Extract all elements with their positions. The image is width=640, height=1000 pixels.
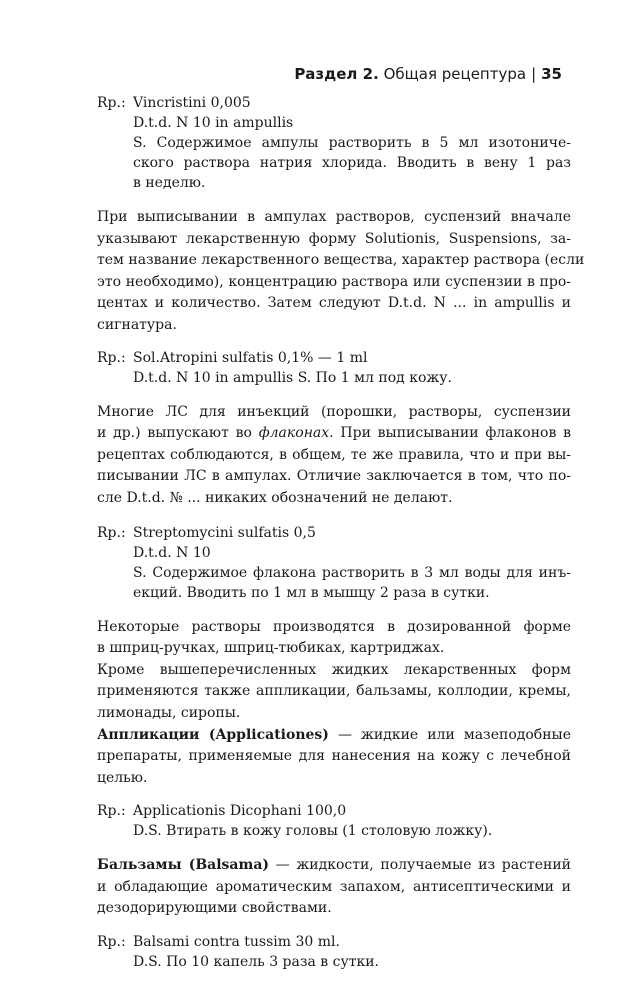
rp-label: Rp.: bbox=[97, 349, 126, 366]
rx-line: Sol.Atropini sulfatis 0,1% — 1 ml bbox=[133, 349, 368, 366]
definition-term: Аппликации (Applicationes) bbox=[97, 726, 329, 743]
text-line: центах и количество. Затем следуют D.t.d. N ... in ampullis и bbox=[97, 295, 571, 312]
text-line: писывании ЛС в ампулах. Отличие заключается в том, что по- bbox=[97, 468, 571, 485]
definition-term: Бальзамы (Balsama) bbox=[97, 857, 270, 874]
rp-label: Rp.: bbox=[97, 934, 126, 951]
text-line: сле D.t.d. № ... никаких обозначений не делают. bbox=[97, 489, 453, 506]
text-line: в шприц-ручках, шприц-тюбиках, картриджах. bbox=[97, 640, 445, 657]
text-line bbox=[97, 423, 571, 445]
prescription-atropine bbox=[97, 348, 571, 388]
text-line: указывают лекарственную форму Solutionis, Suspensions, за- bbox=[97, 230, 571, 247]
rx-signature-line: екций. Вводить по 1 мл в мышцу 2 раза в сутки. bbox=[133, 584, 490, 601]
rx-line: D.t.d. N 10 in ampullis bbox=[133, 115, 294, 131]
text-line: рецептах соблюдаются, в общем, те же правила, что и при вы- bbox=[97, 446, 571, 463]
text-line: сигнатура. bbox=[97, 316, 177, 333]
rx-signature-line: S. Содержимое флакона растворить в 3 мл воды для инъ- bbox=[133, 564, 571, 581]
text-line: и обладающие ароматическим запахом, антисептическими и bbox=[97, 878, 571, 895]
rp-label: Rp.: bbox=[97, 524, 126, 541]
text-fragment: и др.) выпускают во bbox=[97, 425, 259, 442]
text-line: Кроме вышеперечисленных жидких лекарственных форм bbox=[97, 661, 571, 678]
text-line: Многие ЛС для инъекций (порошки, растворы, суспензии bbox=[97, 403, 571, 420]
prescription-balsam bbox=[97, 932, 571, 972]
prescription-vincristine bbox=[97, 93, 571, 193]
text-line: тем название лекарственного вещества, характер раствора (если bbox=[97, 252, 585, 269]
page-number: 35 bbox=[541, 65, 562, 83]
text-line: Некоторые растворы производятся в дозированной форме bbox=[97, 618, 571, 635]
paragraph-vials bbox=[97, 402, 571, 510]
text-line: дезодорирующими свойствами. bbox=[97, 900, 332, 917]
rx-line: Vincristini 0,005 bbox=[133, 95, 251, 111]
text-line: лимонады, сиропы. bbox=[97, 704, 241, 721]
rp-label: Rp.: bbox=[97, 95, 126, 111]
text-fragment: — жидкости, получаемые из растений bbox=[269, 857, 571, 874]
text-line bbox=[97, 855, 571, 877]
text-line: применяются также аппликации, бальзамы, коллодии, кремы, bbox=[97, 683, 571, 700]
prescription-streptomycin bbox=[97, 523, 571, 603]
section-title: Общая рецептура bbox=[383, 65, 527, 83]
text-line: При выписывании в ампулах растворов, суспензий вначале bbox=[97, 209, 571, 225]
rx-line: D.t.d. N 10 in ampullis S. По 1 мл под кожу. bbox=[133, 369, 452, 386]
paragraph-syringes bbox=[97, 617, 571, 660]
text-line: целью. bbox=[97, 769, 148, 786]
text-fragment: — жидкие или мазеподобные bbox=[328, 726, 571, 743]
rp-label: Rp.: bbox=[97, 803, 126, 820]
prescription-dicophan bbox=[97, 801, 571, 841]
paragraph-balsams bbox=[97, 855, 571, 920]
rx-line: Applicationis Dicophani 100,0 bbox=[133, 803, 347, 820]
header-separator: | bbox=[531, 65, 537, 83]
rx-line: Balsami contra tussim 30 ml. bbox=[133, 934, 340, 951]
page-body bbox=[97, 93, 585, 972]
running-header bbox=[294, 64, 562, 84]
paragraph-ampoules bbox=[97, 207, 585, 337]
rx-line: D.S. По 10 капель 3 раза в сутки. bbox=[133, 954, 379, 971]
emphasis-term: флаконах bbox=[258, 425, 330, 442]
rx-line: D.t.d. N 10 bbox=[133, 544, 211, 561]
rx-line: D.S. Втирать в кожу головы (1 столовую ложку). bbox=[133, 823, 493, 840]
rx-signature-line: ского раствора натрия хлорида. Вводить в вену 1 раз bbox=[133, 155, 571, 171]
paragraph-applications bbox=[97, 725, 571, 790]
text-line bbox=[97, 725, 571, 747]
text-line: это необходимо), концентрацию раствора или суспензии в про- bbox=[97, 273, 571, 290]
text-line: препараты, применяемые для нанесения на кожу с лечебной bbox=[97, 748, 571, 765]
rx-signature-line: в неделю. bbox=[133, 175, 206, 191]
text-fragment: . При выписывании флаконов в bbox=[329, 425, 571, 442]
rx-line: Streptomycini sulfatis 0,5 bbox=[133, 524, 316, 541]
section-label: Раздел 2. bbox=[294, 65, 379, 83]
rx-signature-line: S. Содержимое ампулы растворить в 5 мл изотониче- bbox=[133, 135, 571, 151]
paragraph-other-forms bbox=[97, 660, 571, 725]
